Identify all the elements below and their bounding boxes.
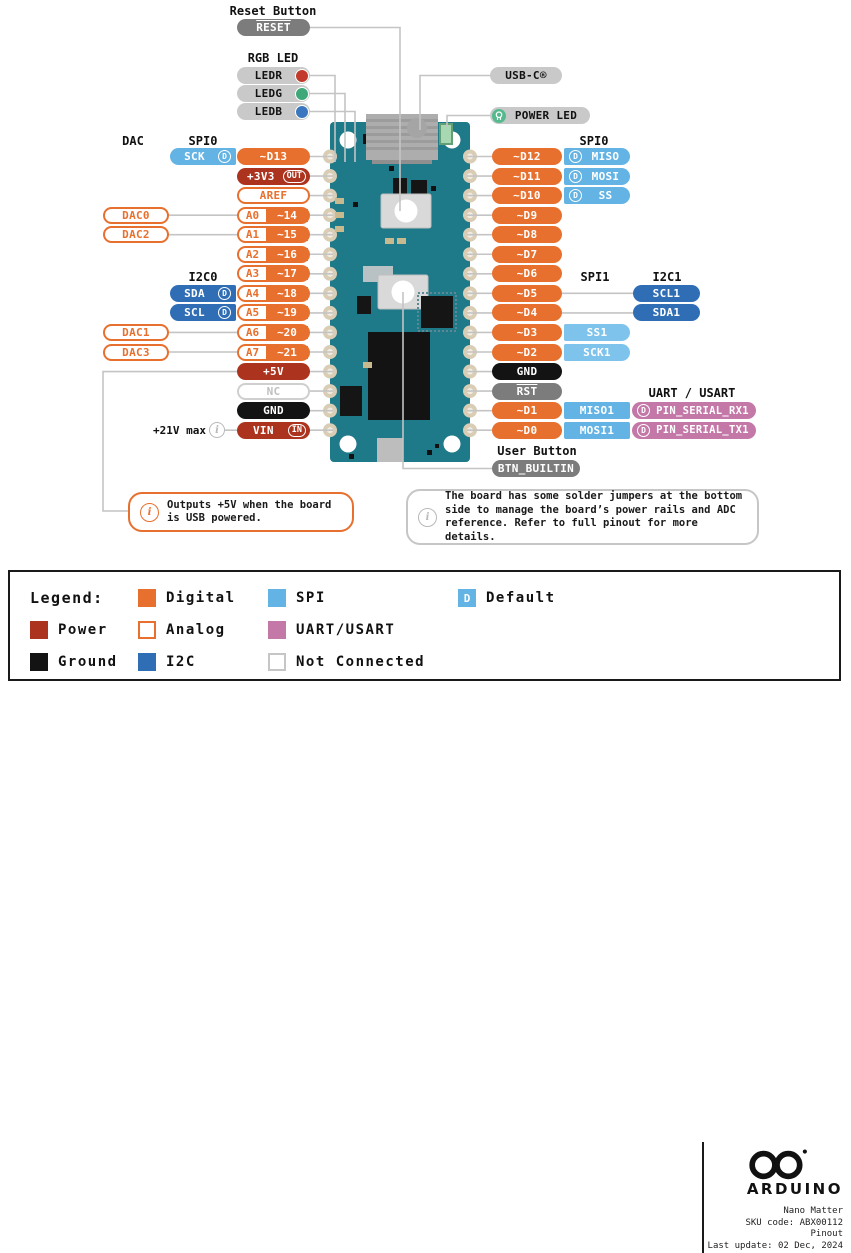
pin-a2: A2 ~16 [237,246,310,263]
legend-item-digital [138,588,236,608]
pin-d5: ~D5 [492,285,562,302]
solder-jumper-callout [406,489,759,545]
legend-item-nc [268,652,425,672]
digital-swatch [138,589,156,607]
pin-gnd: GND [237,402,310,419]
out-badge: OUT [283,170,306,183]
spi-swatch [268,589,286,607]
pin-miso: D MISO [564,148,630,165]
led-color-dot [295,105,309,119]
legend-item-label: Digital [166,590,236,606]
pin-aref: AREF [237,187,310,204]
pin-a1: A1 ~15 [237,226,310,243]
pin-ledg: LEDG [237,85,310,102]
power-led-icon [492,109,506,123]
reset-button-label: Reset Button [229,4,317,18]
pin-d3: ~D3 [492,324,562,341]
pin-sck1: SCK1 [564,344,630,361]
default-badge: D [569,170,582,183]
spi1-header: SPI1 [580,270,610,284]
pin-d11: ~D11 [492,168,562,185]
v21-info-icon: i [209,422,225,438]
pin-d7: ~D7 [492,246,562,263]
user-button-label: User Button [497,444,577,458]
analog-swatch [138,621,156,639]
pin-a6: A6 ~20 [237,324,310,341]
legend-box [8,570,843,1251]
power-led-label: POWER LED [490,107,590,124]
pin-mosi1: MOSI1 [564,422,630,439]
pin-pin-serial-tx1: D PIN_SERIAL_TX1 [632,422,756,439]
default-badge: D [569,189,582,202]
pin-d9: ~D9 [492,207,562,224]
i2c-swatch [138,653,156,671]
rgb-led-label: RGB LED [247,51,299,65]
usb-c-label: USB-C® [490,67,562,84]
pin-nc: NC [237,383,310,400]
legend-item-label: I2C [166,654,196,670]
usb-power-callout [128,492,354,532]
ground-swatch [30,653,48,671]
pin-a7: A7 ~21 [237,344,310,361]
legend-item-label: Not Connected [296,654,426,670]
pin-dac3: DAC3 [103,344,169,361]
pin-rst: $\overline{RST}$ [492,383,562,400]
pin-a0: A0 ~14 [237,207,310,224]
pin-d13: ~D13 [237,148,310,165]
pin-ss: D SS [564,187,630,204]
pin-3v3: +3V3 OUT [237,168,310,185]
solder-jumper-callout-text: The board has some solder jumpers at the bottom side to manage the board’s power rails and ADC reference. Refer to full pinout for more details. [445,490,743,543]
legend-item-label: SPI [296,590,326,606]
nc-swatch [268,653,286,671]
led-color-dot [295,87,309,101]
footer-panel [702,1142,851,1253]
btn-builtin-pin: BTN_BUILTIN [492,460,580,477]
pin-d10: ~D10 [492,187,562,204]
pin-dac1: DAC1 [103,324,169,341]
default-badge: D [569,150,582,163]
legend-item-i2c [138,652,236,672]
pin-d1: ~D1 [492,402,562,419]
brand-name: ARDUINO [746,1180,843,1198]
pin-a4: A4 ~18 [237,285,310,302]
i2c1-header: I2C1 [652,270,682,284]
legend-item-default [458,588,556,608]
default-badge: D [218,287,231,300]
pin-d2: ~D2 [492,344,562,361]
pin-a5: A5 ~19 [237,304,310,321]
legend-item-label: Analog [166,622,226,638]
reset-pin: RESET [237,19,310,36]
pin-d6: ~D6 [492,265,562,282]
v21-max-label: +21V max [153,424,206,437]
arduino-logo [747,1148,809,1182]
pin-mosi: D MOSI [564,168,630,185]
legend-item-uart [268,620,425,640]
info-icon: i [140,503,159,522]
pin-scl1: SCL1 [633,285,700,302]
default-badge: D [637,424,650,437]
pin-ledb: LEDB [237,103,310,120]
dac-header: DAC [122,134,144,148]
legend-title: Legend: [30,589,104,607]
pin-dac2: DAC2 [103,226,169,243]
pin-vin: VIN IN [237,422,310,439]
info-icon: i [418,508,437,527]
pin-d0: ~D0 [492,422,562,439]
uart-swatch [268,621,286,639]
pin-5v: +5V [237,363,310,380]
legend-item-spi [268,588,425,608]
led-color-dot [295,69,309,83]
pin-sda: SDA D [170,285,236,302]
pin-d4: ~D4 [492,304,562,321]
default-badge: D [637,404,650,417]
spi0-right-header: SPI0 [579,134,609,148]
pin-d8: ~D8 [492,226,562,243]
default-badge: D [218,150,231,163]
pin-dac0: DAC0 [103,207,169,224]
pin-ss1: SS1 [564,324,630,341]
legend-item-analog [138,620,236,640]
pin-gnd: GND [492,363,562,380]
legend-item-label: UART/USART [296,622,396,638]
uart-usart-header: UART / USART [648,386,736,400]
default-badge: D [218,306,231,319]
i2c0-header: I2C0 [188,270,218,284]
pin-a3: A3 ~17 [237,265,310,282]
pin-scl: SCL D [170,304,236,321]
default-swatch: D [458,589,476,607]
legend-item-label: Ground [58,654,118,670]
in-badge: IN [288,424,306,437]
pin-d12: ~D12 [492,148,562,165]
board-info: Nano Matter SKU code: ABX00112 Pinout Last update: 02 Dec, 2024 [707,1206,843,1251]
pin-sda1: SDA1 [633,304,700,321]
pin-sck: SCK D [170,148,236,165]
spi0-left-header: SPI0 [188,134,218,148]
pin-pin-serial-rx1: D PIN_SERIAL_RX1 [632,402,756,419]
legend-item-power [30,620,118,640]
legend-item-label: Default [486,590,556,606]
pin-miso1: MISO1 [564,402,630,419]
legend-item-ground [30,652,118,672]
usb-power-callout-text: Outputs +5V when the board is USB powered. [167,498,332,524]
power-swatch [30,621,48,639]
brand-block [747,1148,843,1198]
pin-ledr: LEDR [237,67,310,84]
legend-item-label: Power [58,622,108,638]
